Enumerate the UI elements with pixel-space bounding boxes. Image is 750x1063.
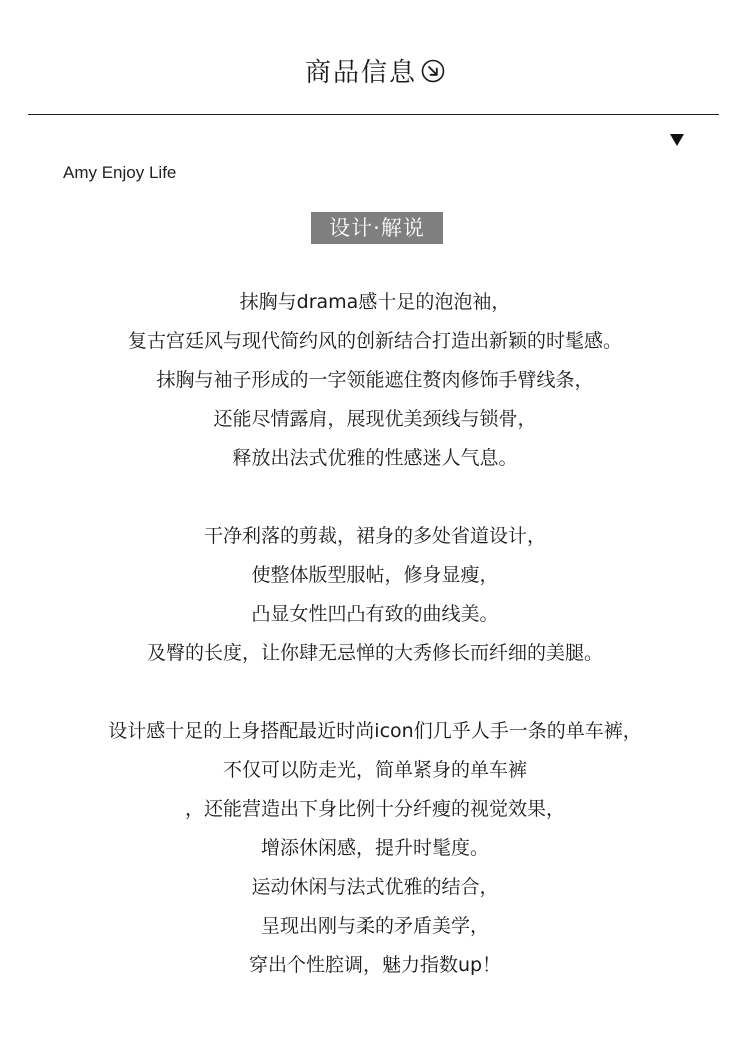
text-line: 设计感十足的上身搭配最近时尚icon们几乎人手一条的单车裤， xyxy=(108,720,642,742)
section-badge: 设计·解说 xyxy=(311,212,443,244)
page-title: 商品信息 xyxy=(304,57,417,88)
text-line: 干净利落的剪裁，裙身的多处省道设计， xyxy=(203,525,546,547)
header-divider xyxy=(28,114,719,115)
triangle-down-icon xyxy=(670,134,684,146)
section-header xyxy=(0,52,750,93)
paragraph xyxy=(0,712,750,985)
text-line: 释放出法式优雅的性感迷人气息。 xyxy=(232,447,518,469)
paragraph xyxy=(0,517,750,673)
text-line: 及臀的长度，让你肆无忌惮的大秀修长而纤细的美腿。 xyxy=(146,642,603,664)
text-line: 穿出个性腔调，魅力指数up！ xyxy=(248,954,502,976)
paragraph xyxy=(0,283,750,478)
paragraph-gap xyxy=(0,478,750,517)
description-body xyxy=(0,283,750,985)
text-line: 还能尽情露肩，展现优美颈线与锁骨， xyxy=(213,408,537,430)
text-line: 增添休闲感，提升时髦度。 xyxy=(260,837,489,859)
text-line: 运动休闲与法式优雅的结合， xyxy=(251,876,499,898)
text-line: 抹胸与袖子形成的一字领能遮住赘肉修饰手臂线条， xyxy=(156,369,594,391)
text-line: 凸显女性凹凸有致的曲线美。 xyxy=(251,603,499,625)
text-line: 抹胸与drama感十足的泡泡袖， xyxy=(239,291,511,313)
brand-tagline: Amy Enjoy Life xyxy=(63,163,177,182)
text-line: ，还能营造出下身比例十分纤瘦的视觉效果， xyxy=(184,798,565,820)
arrow-down-right-circle-icon xyxy=(421,59,445,83)
text-line: 使整体版型服帖，修身显瘦， xyxy=(251,564,499,586)
text-line: 不仅可以防走光，简单紧身的单车裤 xyxy=(222,759,527,781)
text-line: 呈现出刚与柔的矛盾美学， xyxy=(260,915,489,937)
text-line: 复古宫廷风与现代简约风的创新结合打造出新颖的时髦感。 xyxy=(127,330,622,352)
paragraph-gap xyxy=(0,673,750,712)
